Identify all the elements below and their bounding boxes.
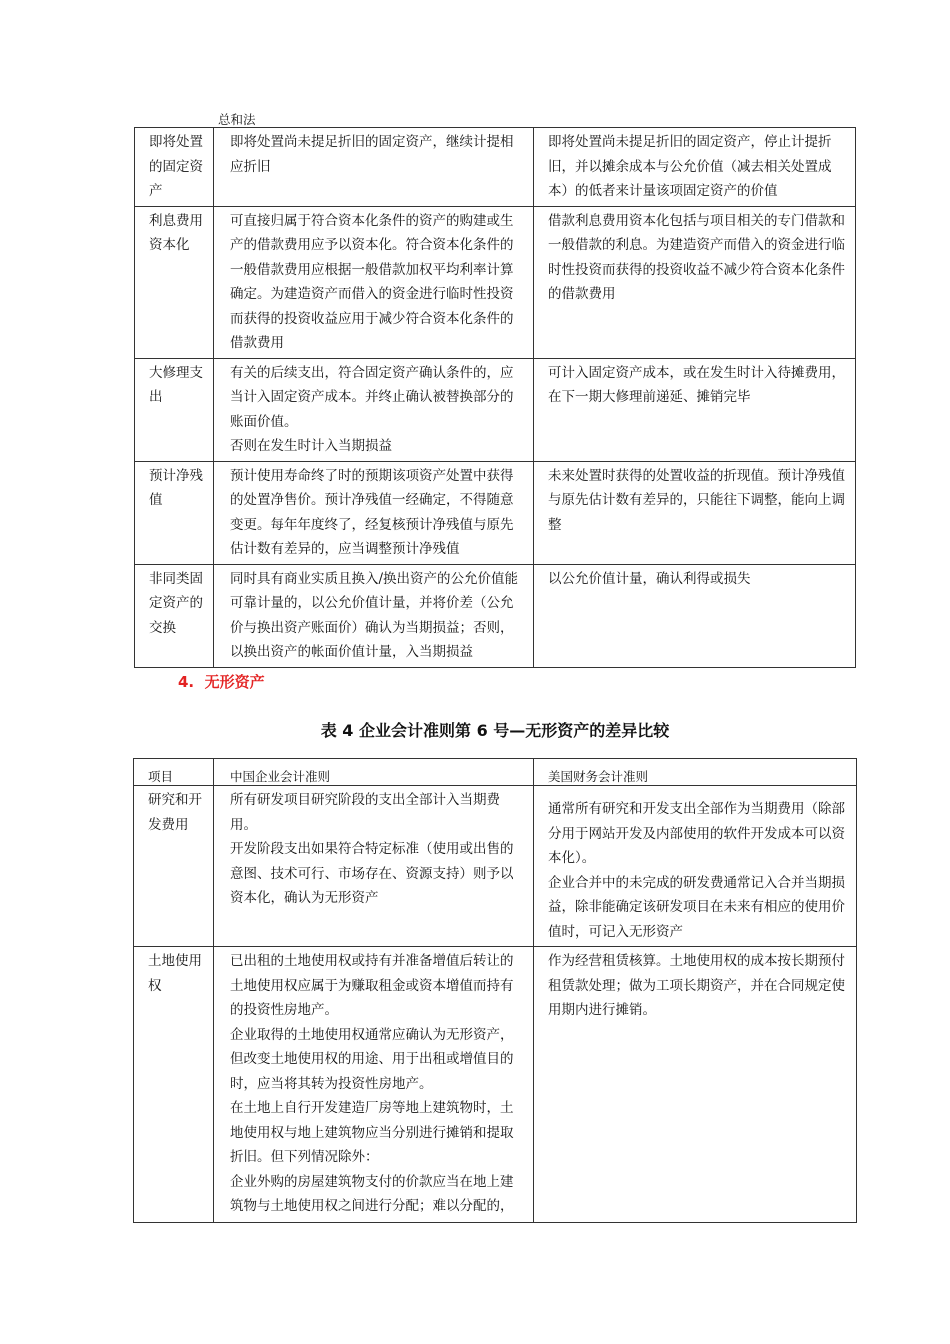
- china-standard-cell: [214, 358, 534, 461]
- item-cell: 预计净残值: [135, 461, 214, 564]
- section-title: 无形资产: [204, 673, 265, 691]
- column-header-china: 中国企业会计准则: [214, 759, 534, 786]
- item-cell: 利息费用资本化: [135, 206, 214, 358]
- paragraph: 开发阶段支出如果符合特定标准（使用或出售的意图、技术可行、市场存在、资源支持）则予以资本化，确认为无形资产: [230, 841, 514, 906]
- us-standard-cell: 即将处置尚未提足折旧的固定资产，停止计提折旧，并以摊余成本与公允价值（减去相关处置成本）的低者来计量该项固定资产的价值: [534, 128, 856, 207]
- paragraph: 作为经营租赁核算。土地使用权的成本按长期预付租赁款处理；做为工项长期资产，并在合同规定使用期内进行摊销。: [548, 953, 845, 1018]
- item-cell: 大修理支出: [135, 358, 214, 461]
- china-standard-cell: 可直接归属于符合资本化条件的资产的购建或生产的借款费用应予以资本化。符合资本化条件的一般借款费用应根据一般借款加权平均利率计算确定。为建造资产而借入的资金进行临时性投资而获得的投资收益应用于减少符合资本化条件的借款费用: [214, 206, 534, 358]
- china-standard-cell: 预计使用寿命终了时的预期该项资产处置中获得的处置净售价。预计净残值一经确定，不得随意变更。每年年度终了，经复核预计净残值与原先估计数有差异的，应当调整预计净残值: [214, 461, 534, 564]
- item-cell: 非同类固定资产的交换: [135, 564, 214, 667]
- fixed-assets-comparison-table: [134, 127, 856, 668]
- us-standard-cell: [534, 786, 857, 947]
- paragraph: 在土地上自行开发建造厂房等地上建筑物时，土地使用权与地上建筑物应当分别进行摊销和提取折旧。但下列情况除外：: [230, 1100, 514, 1165]
- china-standard-text-extra: 否则在发生时计入当期损益: [230, 438, 392, 454]
- intangible-assets-comparison-table: [133, 758, 857, 1223]
- paragraph: 所有研发项目研究阶段的支出全部计入当期费用。: [230, 792, 500, 833]
- table-row: [135, 358, 856, 461]
- header-row: [134, 759, 857, 786]
- paragraph: 企业取得的土地使用权通常应确认为无形资产，但改变土地使用权的用途、用于出租或增值目的时，应当将其转为投资性房地产。: [230, 1026, 514, 1092]
- china-standard-cell: 即将处置尚未提足折旧的固定资产，继续计提相应折旧: [214, 128, 534, 207]
- item-cell: 即将处置的固定资产: [135, 128, 214, 207]
- column-header-item: 项目: [134, 759, 214, 786]
- item-cell: 土地使用权: [134, 947, 214, 1223]
- table-row: [135, 461, 856, 564]
- paragraph: 通常所有研究和开发支出全部作为当期费用（除部分用于网站开发及内部使用的软件开发成本可以资本化）。: [548, 801, 845, 866]
- table-caption: 表 4 企业会计准则第 6 号—无形资产的差异比较: [320, 721, 670, 740]
- china-standard-cell: 同时具有商业实质且换入/换出资产的公允价值能可靠计量的，以公允价值计量，并将价差（公允价与换出资产账面价）确认为当期损益；否则，以换出资产的帐面价值计量，入当期损益: [214, 564, 534, 667]
- section-number: 4.: [178, 673, 195, 691]
- china-standard-cell: [214, 947, 534, 1223]
- china-standard-text: 有关的后续支出，符合固定资产确认条件的，应当计入固定资产成本。并终止确认被替换部分的账面价值。: [230, 364, 514, 430]
- table-row: [134, 947, 857, 1223]
- table-row: [134, 786, 857, 947]
- us-standard-cell: 可计入固定资产成本，或在发生时计入待摊费用，在下一期大修理前递延、摊销完毕: [534, 358, 856, 461]
- us-standard-cell: 未来处置时获得的处置收益的折现值。预计净残值与原先估计数有差异的，只能往下调整，能向上调整: [534, 461, 856, 564]
- us-standard-cell: 以公允价值计量，确认利得或损失: [534, 564, 856, 667]
- item-cell: 研究和开发费用: [134, 786, 214, 947]
- paragraph: 企业合并中的未完成的研发费通常记入合并当期损益，除非能确定该研发项目在未来有相应的使用价值时，可记入无形资产: [548, 874, 845, 940]
- column-header-us: 美国财务会计准则: [534, 759, 857, 786]
- table-row: [135, 128, 856, 207]
- table-row: [135, 564, 856, 667]
- us-standard-cell: [534, 947, 857, 1223]
- paragraph: 企业外购的房屋建筑物支付的价款应当在地上建筑物与土地使用权之间进行分配；难以分配的，: [230, 1173, 514, 1214]
- section-heading: [178, 671, 265, 693]
- paragraph: 已出租的土地使用权或持有并准备增值后转让的土地使用权应属于为赚取租金或资本增值而持有的投资性房地产。: [230, 953, 514, 1018]
- carryover-text: 总和法: [218, 112, 256, 127]
- china-standard-cell: [214, 786, 534, 947]
- us-standard-cell: 借款利息费用资本化包括与项目相关的专门借款和一般借款的利息。为建造资产而借入的资金进行临时性投资而获得的投资收益不减少符合资本化条件的借款费用: [534, 206, 856, 358]
- table-row: [135, 206, 856, 358]
